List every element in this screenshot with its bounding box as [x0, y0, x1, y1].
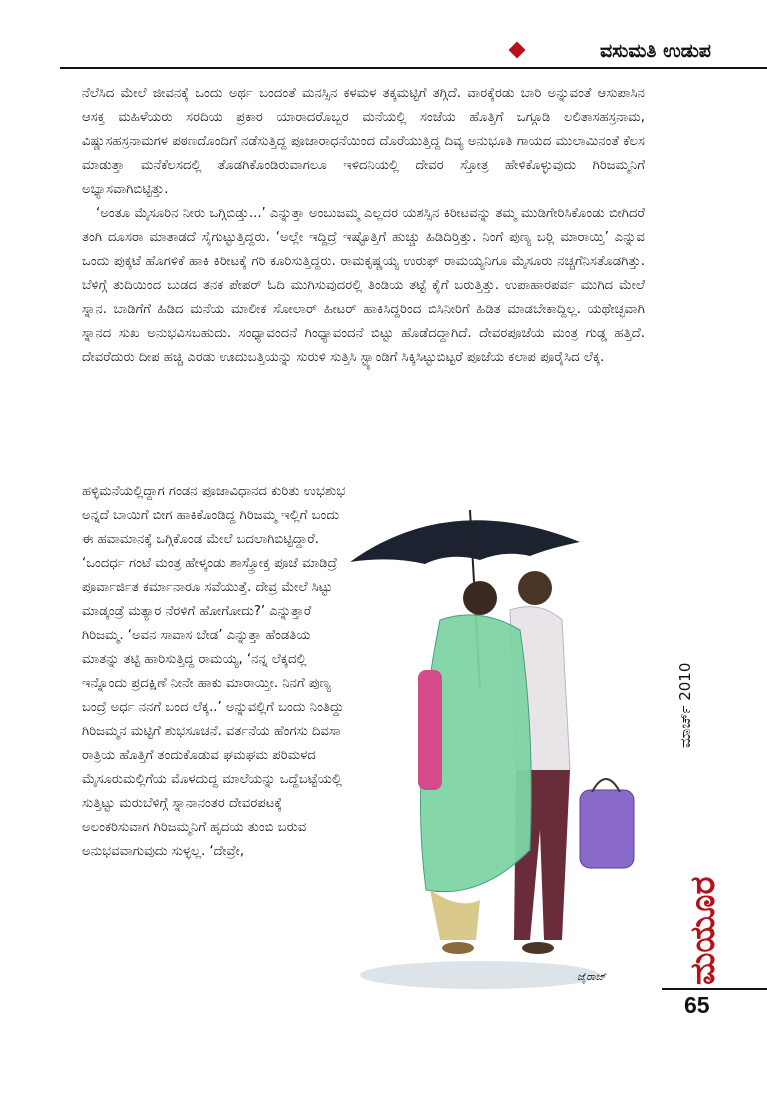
- man-feet: [522, 942, 554, 954]
- pink-bag: [418, 670, 442, 790]
- author-name: ವಸುಮತಿ ಉಡುಪ: [599, 40, 711, 62]
- article-body-column: [82, 480, 350, 864]
- shopping-bag: [580, 790, 634, 868]
- page-number: 65: [684, 992, 710, 1018]
- puddle-shape: [360, 961, 600, 989]
- artist-signature: ಜೈರಾಜ್: [577, 971, 606, 983]
- paragraph-1: ನೆಲೆಸಿದ ಮೇಲೆ ಜೀವನಕ್ಕೆ ಒಂದು ಅರ್ಥ ಬಂದಂತೆ ಮನಸ್ಸಿನ ಕಳಮಳ ತಕ್ಕಮಟ್ಟಿಗೆ ತಗ್ಗಿದೆ. ವಾರಕ್ಕೆರಡು ಬಾರಿ ಅನ್ನುವಂತೆ ಆಸುಪಾಸಿನ ಆಸಕ್ತ ಮಹಿಳೆಯರು ಸರದಿಯ ಪ್ರಕಾರ ಯಾರಾದರೊಬ್ಬರ ಮನೆಯಲ್ಲಿ ಸಂಜೆಯ ಹೊತ್ತಿಗೆ ಒಗ್ಗೂಡಿ ಲಲಿತಾಸಹಸ್ರನಾಮ, ವಿಷ್ಣುಸಹಸ್ರನಾಮಗಳ ಪಠಣದೊಂದಿಗೆ ನಡೆಸುತ್ತಿದ್ದ ಪೂಜಾರಾಧನೆಯಿಂದ ದೊರೆಯುತ್ತಿದ್ದ ದಿವ್ಯ ಅನುಭೂತಿ ಗಾಯದ ಮುಲಾಮಿನಂತೆ ಕೆಲಸ ಮಾಡುತ್ತಾ ಮನೆಕೆಲಸದಲ್ಲಿ ತೊಡಗಿಕೊಂಡಿರುವಾಗಲೂ ಇಳಿದನಿಯಲ್ಲಿ ದೇವರ ಸ್ತೋತ್ರ ಹೇಳಿಕೊಳ್ಳುವುದು ಗಿರಿಜಮ್ಮನಿಗೆ ಅಭ್ಯಾಸವಾಗಿಬಿಟ್ಟಿತ್ತು.: [82, 86, 645, 197]
- man-head: [518, 571, 552, 605]
- paragraph-3: ಹಳ್ಳಿಮನೆಯಲ್ಲಿದ್ದಾಗ ಗಂಡನ ಪೂಜಾವಿಧಾನದ ಕುರಿತು ಉಭಶುಭ ಅನ್ನದೆ ಬಾಯಿಗೆ ಬೀಗ ಹಾಕಿಕೊಂಡಿದ್ದ ಗಿರಿಜಮ್ಮ ಇಲ್ಲಿಗೆ ಬಂದು ಈ ಹವಾಮಾನಕ್ಕೆ ಒಗ್ಗಿಕೊಂಡ ಮೇಲೆ ಬದಲಾಗಿಬಿಟ್ಟಿದ್ದಾರೆ. ‘ಒಂದರ್ಧ ಗಂಟೆ ಮಂತ್ರ ಹೇಳ್ಕಂಡು ಶಾಸ್ತ್ರೋಕ್ತ ಪೂಜೆ ಮಾಡಿದ್ರೆ ಪೂರ್ವಾರ್ಜಿತ ಕರ್ಮಾನಾರೂ ಸವೆಯುತ್ತೆ. ದೇವ್ರ ಮೇಲೆ ಸಿಟ್ಟು ಮಾಡ್ಕಂಡ್ರೆ ಮತ್ಯಾರ ನೆರಳಿಗೆ ಹೋಗೋದು?’ ಎನ್ನುತ್ತಾರೆ ಗಿರಿಜಮ್ಮ. ‘ಅವನ ಸಾವಾಸ ಬೇಡ’ ಎನ್ನುತ್ತಾ ಹೆಂಡತಿಯ ಮಾತನ್ನು ತಟ್ಟಿ ಹಾರಿಸುತ್ತಿದ್ದ ರಾಮಯ್ಯ, ‘ನನ್ನ ಲೆಕ್ಕದಲ್ಲಿ ಇನ್ನೊಂದು ಪ್ರದಕ್ಷಿಣೆ ನೀನೇ ಹಾಕು ಮಾರಾಯ್ತೀ. ನಿನಗೆ ಪುಣ್ಯ ಬಂದ್ರೆ ಅರ್ಧ ನನಗೆ ಬಂದ ಲೆಕ್ಕ..’ ಅನ್ನುವಲ್ಲಿಗೆ ಬಂದು ನಿಂತಿದ್ದು ಗಿರಿಜಮ್ಮನ ಮಟ್ಟಿಗೆ ಶುಭಸೂಚನೆ. ವರ್ತನೆಯ ಹೆಂಗಸು ದಿವಸಾ ರಾತ್ರಿಯ ಹೊತ್ತಿಗೆ ತಂದುಕೊಡುವ ಘಮಘಮ ಪರಿಮಳದ ಮೈಸೂರುಮಲ್ಲಿಗೆಯ ಮೊಳದುದ್ದ ಮಾಲೆಯನ್ನು ಒದ್ದೆಬಟ್ಟೆಯಲ್ಲಿ ಸುತ್ತಿಟ್ಟು ಮರುಬೆಳಿಗ್ಗೆ ಸ್ನಾನಾನಂತರ ದೇವರಪಟಕ್ಕೆ ಅಲಂಕರಿಸುವಾಗ ಗಿರಿಜಮ್ಮನಿಗೆ ಹೃದಯ ತುಂಬಿ ಬರುವ ಅನುಭವವಾಗುವುದು ಸುಳ್ಳಲ್ಲ. ‘ದೇವ್ರೇ,: [82, 484, 346, 859]
- magazine-logo: [683, 875, 733, 985]
- article-body-full-width: [82, 82, 645, 370]
- header-rule: [60, 67, 767, 69]
- illustration-svg: [330, 470, 650, 1000]
- woman-head: [463, 581, 497, 615]
- umbrella-canopy: [350, 520, 580, 564]
- magazine-name: ಮಯೂರ: [683, 876, 723, 985]
- couple-umbrella-illustration: [330, 470, 650, 1000]
- footer-rule: [662, 988, 767, 990]
- woman-saree-hem: [430, 890, 480, 940]
- issue-date: ಮಾರ್ಚ್ 2010: [676, 662, 694, 748]
- woman-feet: [442, 942, 474, 954]
- diamond-icon: [509, 42, 526, 59]
- paragraph-2: ‘ಅಂತೂ ಮೈಸೂರಿನ ನೀರು ಒಗ್ಗಿಬಿಡ್ತು...’ ಎನ್ನುತ್ತಾ ಅಂಬುಜಮ್ಮ ಎಲ್ಲದರ ಯಶಸ್ಸಿನ ಕಿರೀಟವನ್ನು ತಮ್ಮ ಮುಡಿಗೇರಿಸಿಕೊಂಡು ಬೀಗಿದರೆ ತಂಗಿ ದೂಸರಾ ಮಾತಾಡದೆ ಸೈಗುಟ್ಟುತ್ತಿದ್ದರು. ‘ಅಲ್ಲೇ ಇದ್ದಿದ್ರೆ ಇಷ್ಟೊತ್ತಿಗೆ ಹುಚ್ಚು ಹಿಡಿದಿರ್‍ತಿತ್ತು. ನಿಂಗೆ ಪುಣ್ಯ ಬರ್‍ಲಿ ಮಾರಾಯ್ತಿ’ ಎನ್ನುವ ಒಂದು ಪುಕ್ಕಟೆ ಹೊಗಳಿಕೆ ಹಾಕಿ ಕಿರೀಟಕ್ಕೆ ಗರಿ ಕೂರಿಸುತ್ತಿದ್ದರು. ರಾಮಕೃಷ್ಣಯ್ಯ ಉರುಫ್ ರಾಮಯ್ಯನಿಗೂ ಮೈಸೂರು ನಚ್ಚಗೆನಿಸತೊಡಗಿತ್ತು. ಬೆಳಿಗ್ಗೆ ತುದಿಯಿಂದ ಬುಡದ ತನಕ ಪೇಪರ್ ಓದಿ ಮುಗಿಸುವುದರಲ್ಲಿ ತಿಂಡಿಯ ತಟ್ಟೆ ಕೈಗೆ ಬರುತ್ತಿತ್ತು. ಉಪಾಹಾರಪರ್ವ ಮುಗಿದ ಮೇಲೆ ಸ್ನಾನ. ಬಾಡಿಗೆಗೆ ಹಿಡಿದ ಮನೆಯ ಮಾಲೀಕ ಸೋಲಾರ್ ಹೀಟರ್ ಹಾಕಿಸಿದ್ದರಿಂದ ಬಿಸಿನೀರಿಗೆ ಹಿಡಿತ ಮಾಡಬೇಕಾದ್ದಿಲ್ಲ. ಯಥೇಚ್ಛವಾಗಿ ಸ್ನಾನದ ಸುಖ ಅನುಭವಿಸಬಹುದು. ಸಂಧ್ಯಾವಂದನೆ ಗಿಂಧ್ಯಾವಂದನೆ ಬಿಟ್ಟು ಹೊಡೆದದ್ದಾಗಿದೆ. ದೇವರಪೂಜೆಯ ಮಂತ್ರ ಗುಡ್ಡ ಹತ್ತಿದೆ. ದೇವರೆದುರು ದೀಪ ಹಚ್ಚಿ ಎರಡು ಊದುಬತ್ತಿಯನ್ನು ಸುರುಳಿ ಸುತ್ತಿಸಿ ಸ್ಟ್ಯಾಂಡಿಗೆ ಸಿಕ್ಕಿಸಿಟ್ಟುಬಿಟ್ಟರೆ ಪೂಜೆಯ ಕಲಾಪ ಪೂರೈಸಿದ ಲೆಕ್ಕ.: [82, 206, 645, 365]
- running-header: [0, 34, 767, 78]
